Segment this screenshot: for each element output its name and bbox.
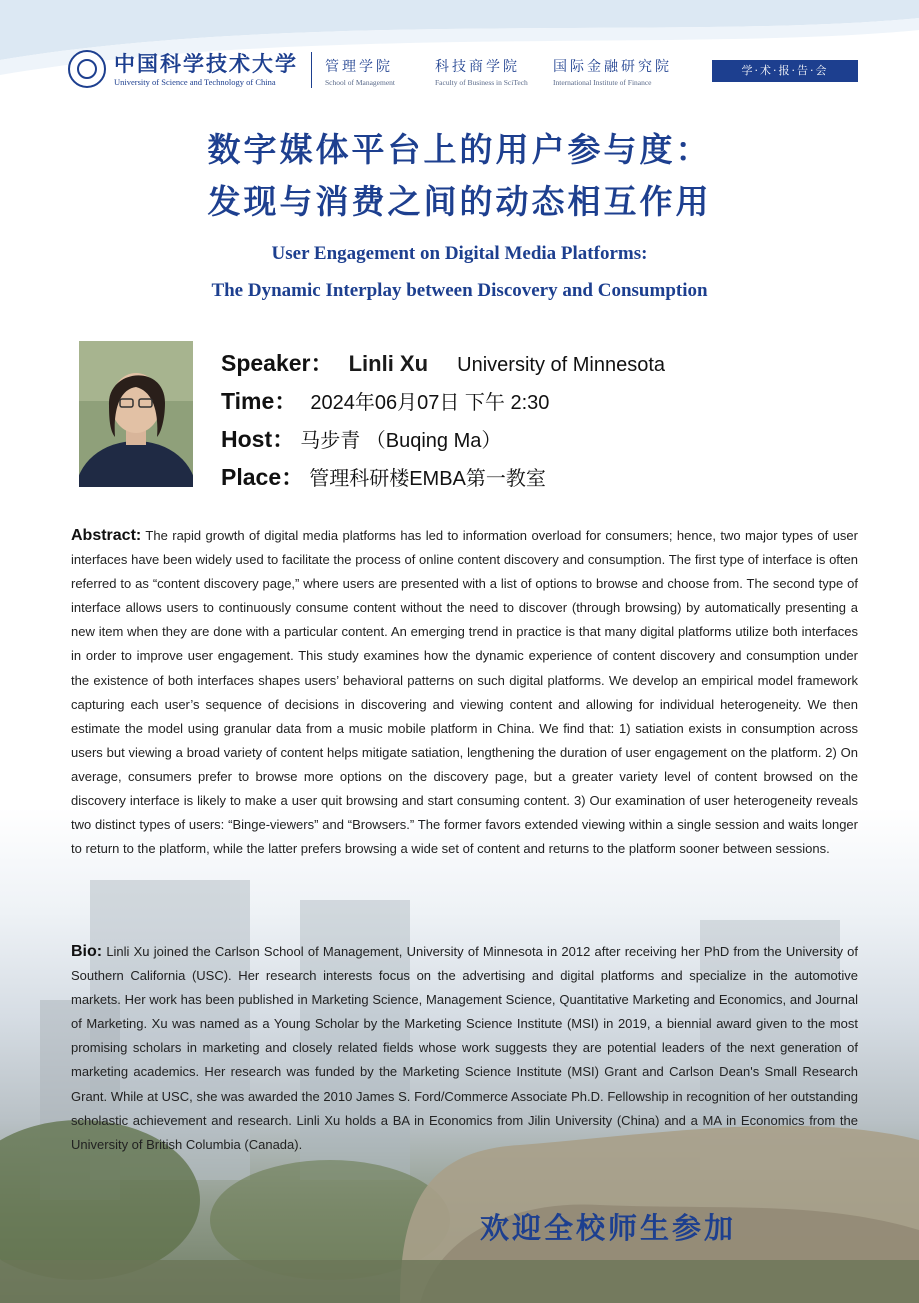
- speaker-name: Linli Xu: [348, 351, 429, 376]
- time-label: Time：: [221, 388, 298, 414]
- title-cn-line2: 发现与消费之间的动态相互作用: [207, 182, 712, 221]
- title-en-line1: User Engagement on Digital Media Platforms:: [271, 243, 648, 264]
- speaker-affiliation: University of Minnesota: [457, 354, 666, 376]
- school-business-scitech: 科技商学院 Faculty of Business in SciTech: [435, 59, 528, 87]
- speaker-photo: [79, 341, 193, 487]
- time-value: 2024年06月07日 下午 2:30: [310, 392, 550, 414]
- host-value: 马步青 （Buqing Ma）: [300, 430, 502, 452]
- abstract-text: The rapid growth of digital media platforms has led to information overload for consumers; hence, two major types of user interfaces have been widely used to facilitate the process of online content discovery and consumption. The first type of interface is often referred to as “content discovery page,” where users are presented with a list of options to browse and choose from. The second type of interface allows users to continuously consume content without the need to discover (through browsing) by automatically presenting a new item when they are done with a particular content. An emerging trend in practice is that many digital platforms utilize both interfaces in order to improve user engagement. This study examines how the dynamic experience of content discovery and consumption under the existence of both interfaces shapes users’ behavioral patterns on such digital platforms. We develop an empirical model framework capturing each user’s sequence of decisions in discovering and viewing content and allowing for individual heterogeneity. We then estimate the model using granular data from a music mobile platform in China. We find that: 1) satiation exists in consumption across users but viewing a broad variety of content helps mitigate satiation, lengthening the duration of user engagement on the platform. 2) On average, consumers prefer to browse more options on the discovery page, but a greater variety level of content browsed on the discovery interface is likely to make a user quit browsing and start consuming content. 3) Our examination of user heterogeneity reveals two distinct types of users: “Binge-viewers” and “Browsers.” The former favors extended viewing within a single session and waits longer to return to the platform, while the latter prefers browsing a wide set of content and returns to the platform sooner between sessions.: [71, 528, 858, 857]
- speaker-line: [221, 345, 665, 378]
- time-line: [221, 383, 549, 416]
- ground: [0, 1260, 919, 1303]
- university-name-cn: 中国科学技术大学: [114, 51, 298, 76]
- abstract-paragraph: [71, 524, 858, 861]
- place-line: [221, 459, 546, 492]
- abstract-label: Abstract:: [71, 527, 142, 544]
- seminar-badge: 学·术·报·告·会: [712, 60, 858, 82]
- university-name-en: University of Science and Technology of China: [114, 77, 276, 87]
- host-label: Host：: [221, 426, 296, 452]
- school-management: 管理学院 School of Management: [325, 59, 395, 87]
- place-value: 管理科研楼EMBA第一教室: [309, 468, 546, 490]
- bio-text: Linli Xu joined the Carlson School of Management, University of Minnesota in 2012 after receiving her PhD from the University of Southern California (USC). Her research interests focus on the advertising and digital platforms and specialize in the automotive markets. Her work has been published in Marketing Science, Management Science, Quantitative Marketing and Economics, and Journal of Marketing. Xu was named as a Young Scholar by the Marketing Science Institute (MSI) in 2019, a biennial award given to the most promising scholars in marketing and closely related fields whose work suggests they are potential leaders of the next generation of marketing academics. Her research was funded by the Marketing Science Institute (MSI) Grant and Carlson Dean's Small Research Grant. While at USC, she was awarded the 2010 James S. Ford/Commerce Associate Ph.D. Fellowship in recognition of her outstanding scholastic achievement and research. Linli Xu holds a BA in Economics from Jilin University (China) and a MA in Economics from the University of British Columbia (Canada).: [71, 944, 858, 1152]
- university-seal-icon: [68, 50, 106, 88]
- place-label: Place：: [221, 464, 305, 490]
- header-divider: [311, 52, 312, 88]
- bio-paragraph: [71, 940, 858, 1157]
- speaker-label: Speaker：: [221, 350, 334, 376]
- title-cn-line1: 数字媒体平台上的用户参与度：: [207, 130, 712, 169]
- bio-label: Bio:: [71, 943, 103, 960]
- header-bar: [68, 48, 858, 92]
- school-international-finance: 国际金融研究院 International Institute of Finance: [553, 59, 672, 87]
- host-line: [221, 421, 501, 454]
- welcome-message: 欢迎全校师生参加: [480, 1211, 737, 1245]
- title-en-line2: The Dynamic Interplay between Discovery and Consumption: [211, 280, 708, 301]
